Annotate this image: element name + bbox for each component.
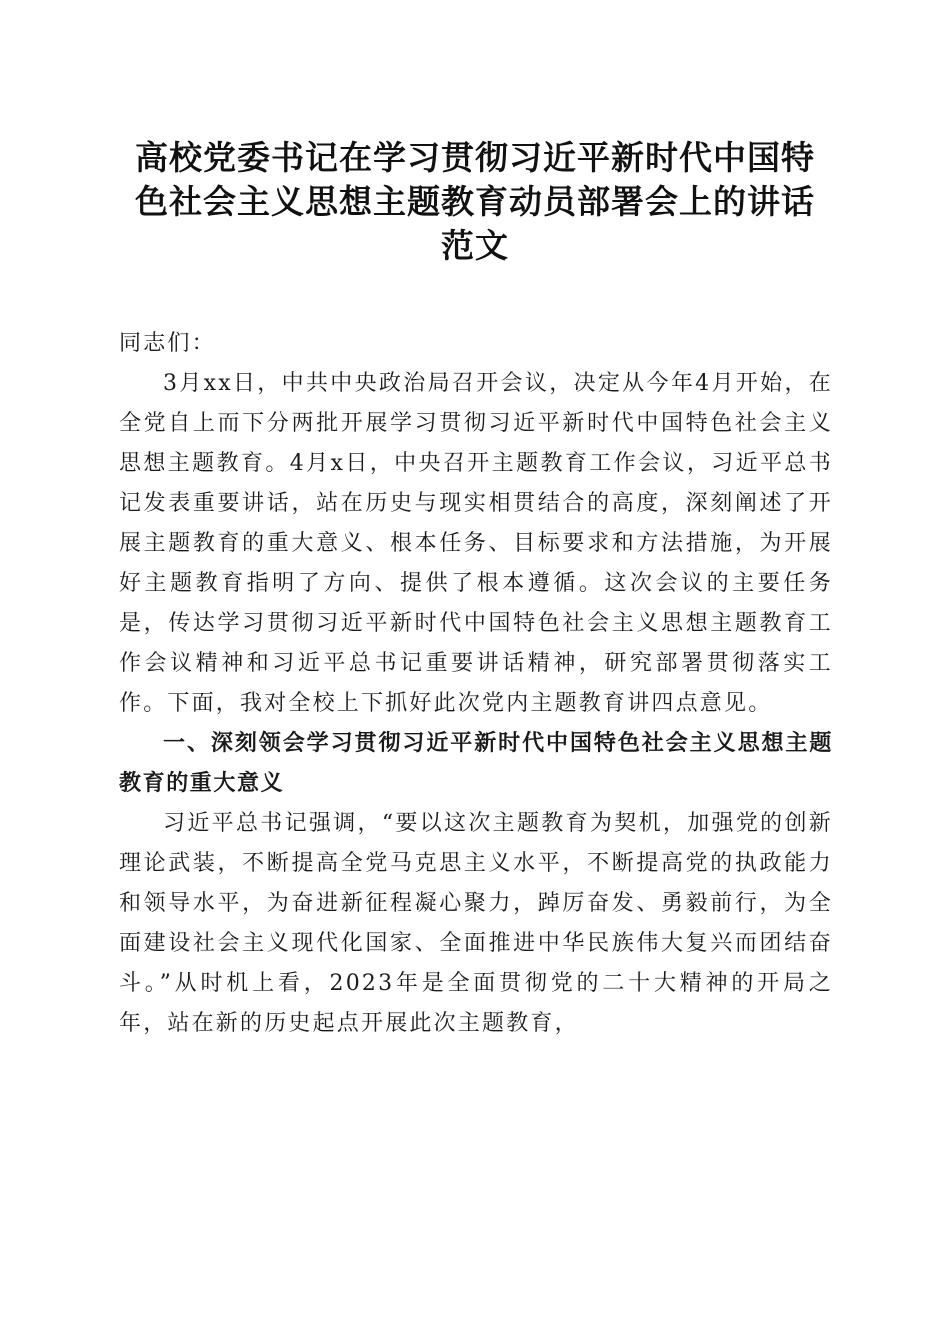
section-heading: 一、深刻领会学习贯彻习近平新时代中国特色社会主义思想主题教育的重大意义 [119,731,833,796]
title-line-3: 范文 [441,226,509,265]
document-title [110,136,840,268]
document-body [119,324,833,1044]
intro-paragraph: 3月xx日，中共中央政治局召开会议，决定从今年4月开始，在全党自上而下分两批开展学习贯彻习近平新时代中国特色社会主义思想主题教育。4月x日，中央召开主题教育工作会议，习近平总书记发表重要讲话，站在历史与现实相贯结合的高度，深刻阐述了开展主题教育的重大意义、根本任务、目标要求和方法措施，为开展好主题教育指明了方向、提供了根本遵循。这次会议的主要任务是，传达学习贯彻习近平新时代中国特色社会主义思想主题教育工作会议精神和习近平总书记重要讲话精神，研究部署贯彻落实工作。下面，我对全校上下抓好此次党内主题教育讲四点意见。 [119,371,833,716]
section-paragraph: 习近平总书记强调，“要以这次主题教育为契机，加强党的创新理论武装，不断提高全党马克思主义水平，不断提高党的执政能力和领导水平，为奋进新征程凝心聚力，踔厉奋发、勇毅前行，为全面建设社会主义现代化国家、全面推进中华民族伟大复兴而团结奋斗。”从时机上看，2023年是全面贯彻党的二十大精神的开局之年，站在新的历史起点开展此次主题教育， [119,811,833,1036]
salutation: 同志们： [119,331,216,356]
title-line-1: 高校党委书记在学习贯彻习近平新时代中国特 [135,138,815,177]
title-line-2: 色社会主义思想主题教育动员部署会上的讲话 [135,182,815,221]
